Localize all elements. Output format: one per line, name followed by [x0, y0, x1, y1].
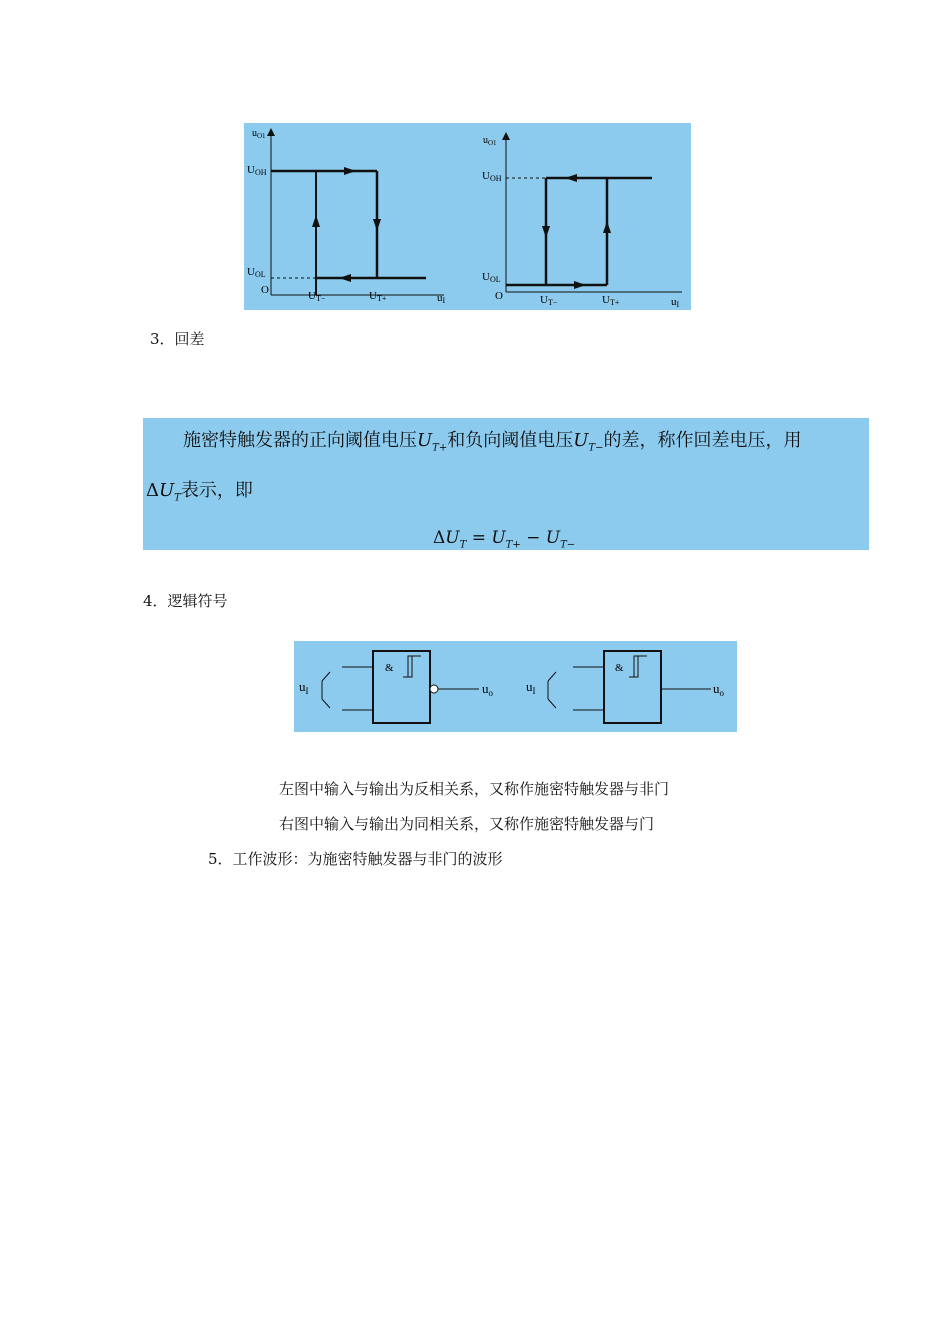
- definition-text-c: 的差，称作回差电压，用: [603, 430, 802, 451]
- formula-sub-t: T: [459, 539, 467, 551]
- definition-text-b: 和负向阈值电压: [447, 430, 574, 451]
- nand-hysteresis-icon: [403, 656, 421, 677]
- definition-line-1: [183, 426, 801, 454]
- sub-t: T: [174, 492, 181, 504]
- left-x-axis-label: uI: [437, 292, 446, 305]
- and-input-brace: [548, 672, 556, 708]
- hysteresis-svg: [244, 123, 691, 310]
- schmitt-and-symbol: [526, 651, 725, 723]
- hysteresis-right-plot: [482, 133, 682, 309]
- nand-input-label: $u_I$: [299, 679, 309, 696]
- left-y-axis-label: $u_{O1}$: [252, 128, 266, 140]
- nand-inversion-bubble: [430, 685, 438, 693]
- left-arrow-up: [312, 215, 320, 227]
- formula-equals: =: [471, 528, 486, 548]
- left-arrow-right: [344, 167, 356, 175]
- formula-u-t: U: [445, 528, 460, 548]
- right-arrow-left: [565, 174, 577, 182]
- left-uoh-label: UOH: [247, 164, 267, 177]
- left-tick-tplus: UT+: [369, 290, 387, 303]
- and-input-label: $u_I$: [526, 679, 536, 696]
- nand-and-mark: &: [385, 662, 394, 674]
- right-tick-tplus: UT+: [602, 294, 620, 307]
- right-arrow-right: [574, 281, 586, 289]
- right-uoh-label: UOH: [482, 170, 502, 183]
- symbol-u-t: U: [159, 480, 175, 501]
- logic-desc-left: 左图中输入与输出为反相关系，又称作施密特触发器与非门: [279, 780, 670, 798]
- right-arrow-up: [603, 221, 611, 233]
- right-x-axis-label: uI: [671, 296, 680, 309]
- sub-tplus: T+: [432, 442, 448, 454]
- and-output-label: $u_o$: [713, 681, 724, 698]
- hysteresis-figure: [244, 123, 691, 310]
- formula-minus: −: [526, 528, 541, 548]
- and-and-mark: &: [615, 662, 624, 674]
- symbol-delta: Δ: [146, 480, 159, 501]
- left-arrow-down: [373, 219, 381, 231]
- section5-heading: 5．工作波形：为施密特触发器与非门的波形: [208, 850, 503, 868]
- left-origin-label: O: [261, 284, 269, 296]
- logic-symbols-figure: [294, 641, 737, 732]
- symbol-u-tplus: U: [417, 430, 433, 451]
- right-tick-tminus: UT−: [540, 294, 558, 307]
- logic-desc-right: 右图中输入与输出为同相关系，又称作施密特触发器与门: [279, 815, 655, 833]
- nand-gate-box: [373, 651, 430, 723]
- right-y-axis-label: $u_{O1}$: [483, 135, 497, 147]
- schmitt-nand-symbol: [299, 651, 494, 723]
- nand-input-brace: [322, 672, 330, 708]
- hysteresis-left-plot: [247, 128, 446, 305]
- formula-delta: Δ: [433, 528, 446, 548]
- definition-text-d: 表示，即: [180, 480, 253, 501]
- section4-heading: 4．逻辑符号: [143, 592, 228, 610]
- symbol-u-tminus: U: [573, 430, 589, 451]
- right-origin-label: O: [495, 290, 503, 302]
- formula-sub-tplus: T+: [505, 539, 521, 551]
- formula-u-tminus: U: [545, 528, 561, 548]
- and-hysteresis-icon: [629, 656, 647, 677]
- hysteresis-definition-box: [143, 418, 869, 550]
- logic-symbols-svg: [294, 641, 737, 732]
- and-gate-box: [604, 651, 661, 723]
- sub-tminus: T−: [588, 442, 604, 454]
- definition-text-a: 施密特触发器的正向阈值电压: [183, 430, 417, 451]
- nand-output-label: $u_o$: [482, 681, 493, 698]
- right-arrow-down: [542, 226, 550, 238]
- left-tick-tminus: UT−: [308, 290, 326, 303]
- formula-u-tplus: U: [491, 528, 506, 548]
- hysteresis-formula: [433, 528, 575, 550]
- left-uol-label: UOL: [247, 266, 266, 279]
- definition-line-2: [146, 476, 253, 504]
- section3-heading: 3．回差: [150, 330, 205, 348]
- right-uol-label: UOL: [482, 271, 501, 284]
- left-arrow-left: [339, 274, 351, 282]
- formula-sub-tminus: T−: [560, 539, 576, 551]
